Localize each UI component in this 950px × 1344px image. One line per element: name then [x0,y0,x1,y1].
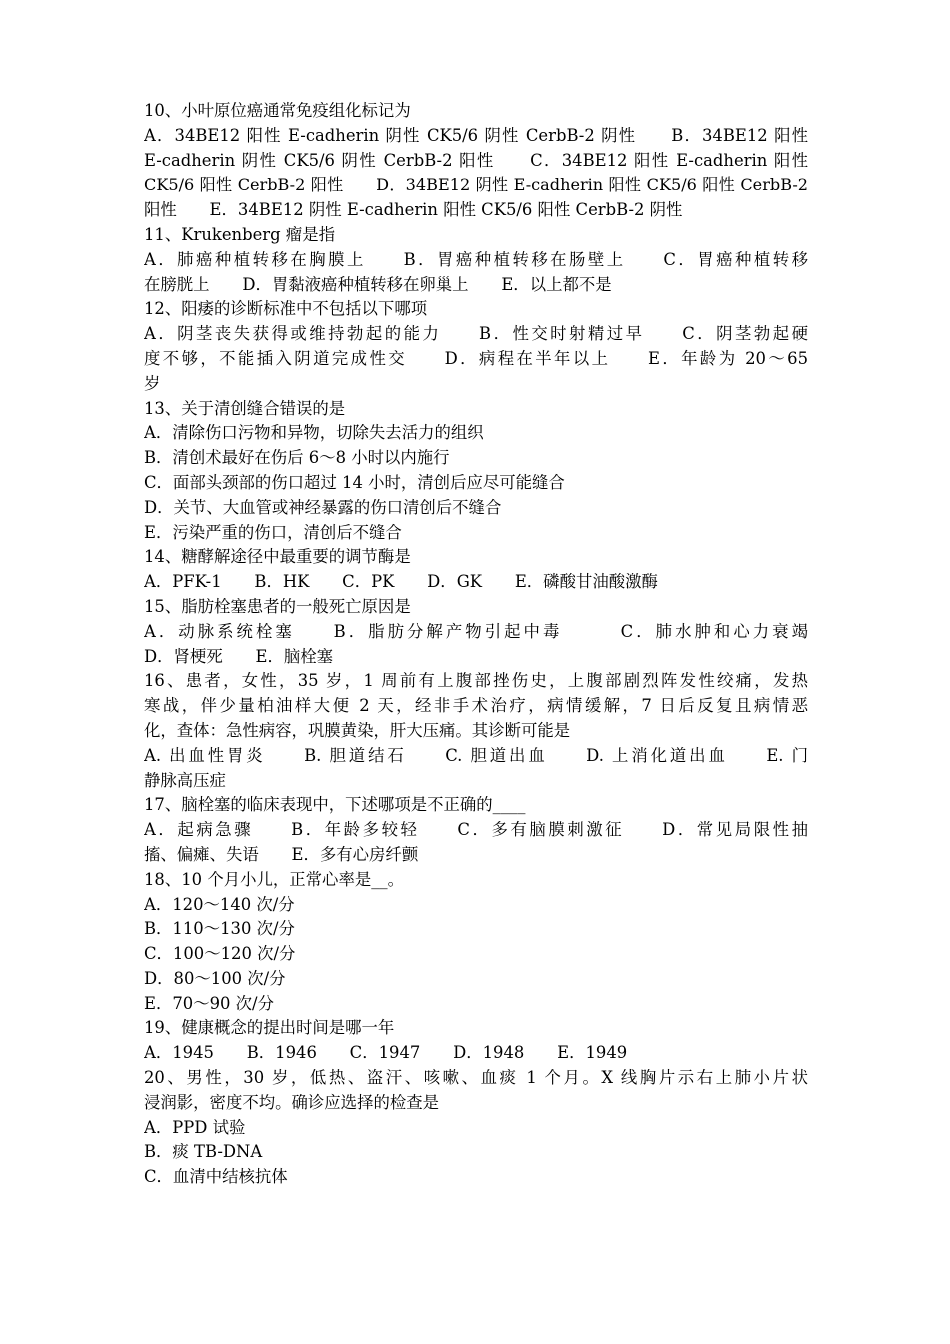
text-line: A．清除伤口污物和异物，切除失去活力的组织 [144,423,484,443]
text-line: A．34BE12 阳性 E-cadherin 阴性 CK5/6 阴性 CerbB-2 阴性 B．34BE12 阳性 [144,125,808,145]
text-line: E．70～90 次/分 [144,993,274,1013]
text-line: D．关节、大血管或神经暴露的伤口清创后不缝合 [144,497,502,517]
text-line: 搐、偏瘫、失语 E．多有心房纤颤 [144,844,419,864]
text-line: A．阴茎丧失获得或维持勃起的能力 B．性交时射精过早 C．阴茎勃起硬 [144,324,808,344]
document-page [144,99,808,1190]
text-line: A．肺癌种植转移在胸膜上 B．胃癌种植转移在肠壁上 C．胃癌种植转移 [144,249,808,269]
text-line: B．清创术最好在伤后 6～8 小时以内施行 [144,448,450,468]
text-line: 浸润影，密度不均。确诊应选择的检查是 [144,1092,440,1112]
text-line: B．痰 TB-DNA [144,1142,263,1162]
text-line: 10、小叶原位癌通常免疫组化标记为 [144,101,411,120]
text-line: E．污染严重的伤口，清创后不缝合 [144,522,402,542]
text-line: 在膀胱上 D．胃黏液癌种植转移在卵巢上 E．以上都不是 [144,274,612,294]
text-line: D．80～100 次/分 [144,968,286,988]
text-line: A．动脉系统栓塞 B．脂肪分解产物引起中毒 C．肺水肿和心力衰竭 [144,621,808,641]
text-line: D．肾梗死 E．脑栓塞 [144,646,334,666]
text-line: A．1945 B．1946 C．1947 D．1948 E．1949 [144,1043,628,1063]
text-line: C．面部头颈部的伤口超过 14 小时，清创后应尽可能缝合 [144,472,565,492]
text-line: 17、脑栓塞的临床表现中，下述哪项是不正确的____ [144,795,526,815]
text-line: 13、关于清创缝合错误的是 [144,398,346,418]
text-line: A．PFK-1 B．HK C．PK D．GK E．磷酸甘油酸激酶 [144,572,658,592]
text-line: 16、患者，女性，35 岁，1 周前有上腹部挫伤史，上腹部剧烈阵发性绞痛，发热 [144,671,808,691]
text-line: 静脉高压症 [144,770,226,790]
text-line: A．PPD 试验 [144,1117,246,1137]
text-line: 阳性 E．34BE12 阴性 E-cadherin 阳性 CK5/6 阳性 CerbB-2 阴性 [144,200,683,220]
text-line: 寒战，伴少量柏油样大便 2 天，经非手术治疗，病情缓解，7 日后反复且病情恶 [144,696,808,716]
text-line: A．起病急骤 B．年龄多较轻 C．多有脑膜刺激征 D．常见局限性抽 [144,820,808,840]
text-line: 14、糖酵解途径中最重要的调节酶是 [144,547,411,567]
text-line: C．100～120 次/分 [144,944,296,964]
text-line: CK5/6 阳性 CerbB-2 阳性 D．34BE12 阴性 E-cadherin 阳性 CK5/6 阳性 CerbB-2 [144,175,808,195]
text-line: 化，查体：急性病容，巩膜黄染，肝大压痛。其诊断可能是 [144,720,571,740]
text-line: A．120～140 次/分 [144,894,295,914]
text-line: A. 出血性胃炎 B. 胆道结石 C. 胆道出血 D. 上消化道出血 E. 门 [144,745,808,765]
text-line: E-cadherin 阴性 CK5/6 阴性 CerbB-2 阳性 C．34BE12 阳性 E-cadherin 阳性 [144,150,808,170]
text-line: 15、脂肪栓塞患者的一般死亡原因是 [144,596,411,616]
text-line: C．血清中结核抗体 [144,1167,288,1187]
text-line: B．110～130 次/分 [144,919,295,939]
text-line: 度不够，不能插入阴道完成性交 D．病程在半年以上 E．年龄为 20～65 [144,348,808,368]
text-line: 12、阳痿的诊断标准中不包括以下哪项 [144,299,428,319]
text-line: 20、男性，30 岁，低热、盗汗、咳嗽、血痰 1 个月。X 线胸片示右上肺小片状 [144,1068,808,1088]
text-line: 岁 [144,373,161,393]
text-line: 11、Krukenberg 瘤是指 [144,224,335,244]
text-line: 18、10 个月小儿，正常心率是__。 [144,869,405,889]
text-line: 19、健康概念的提出时间是哪一年 [144,1018,395,1038]
